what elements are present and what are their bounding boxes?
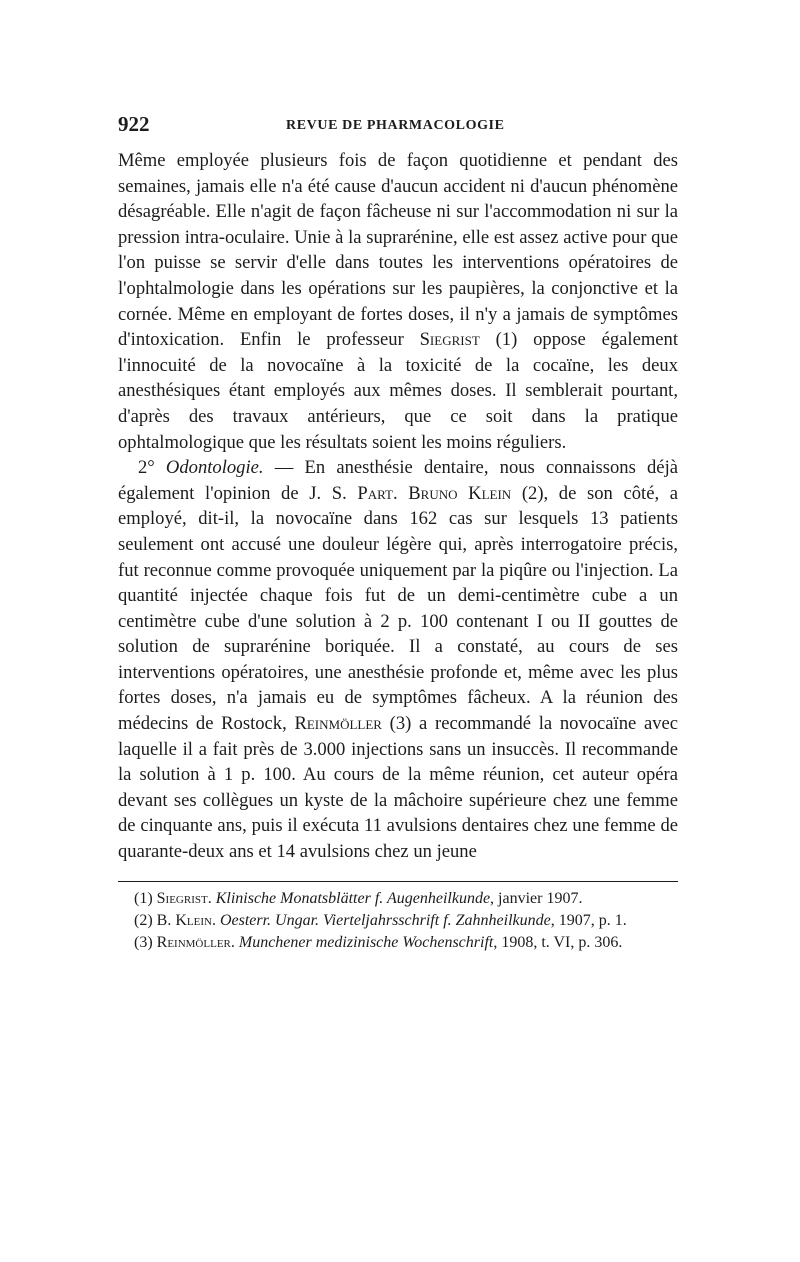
section-number: 2° <box>138 457 166 479</box>
paragraph-ophthalmology <box>118 148 678 455</box>
footnote-2-number: (2) B. <box>134 911 176 929</box>
footnote-divider <box>118 881 678 882</box>
footnote-1-title: Klinische Monatsblätter f. Augenheilkunde <box>215 889 491 907</box>
footnote-1-rest: , janvier 1907. <box>490 889 583 907</box>
footnote-1-sep: . <box>207 889 216 907</box>
author-name-siegrist: Siegrist <box>419 329 480 351</box>
footnote-1-number: (1) <box>134 889 157 907</box>
footnote-2-title: Oesterr. Ungar. Vierteljahrsschrift f. Zahnheilkunde <box>219 911 551 929</box>
paragraph-1-text: Même employée plusieurs fois de façon quotidienne et pendant des semaines, jamais elle n'a été cause d'aucun accident ni d'aucun phénomène désagréable. Elle n'agit de façon fâcheuse ni sur l'accommodation ni sur la pression intra-oculaire. Unie à la suprarénine, elle est assez active pour que l'on puisse se servir d'elle dans toutes les interventions opératoires de l'ophtalmologie dans les opérations sur les paupières, la conjonctive et la cornée. Même en employant de fortes doses, il n'y a jamais de symptômes d'intoxication. Enfin le professeur <box>118 150 678 351</box>
footnote-3-number: (3) <box>134 933 157 951</box>
paragraph-2-text-a: — En anesthésie dentaire, nous connaissons déjà également l'opinion de J. S. <box>118 457 678 504</box>
footnote-3 <box>118 932 678 954</box>
author-name-klein: Bruno Klein <box>408 482 512 504</box>
paragraph-2-text-d: (3) a recommandé la novocaïne avec laquelle il a fait près de 3.000 injections sans un insuccès. Il recommande la solution à 1 p. 100. Au cours de la même réunion, cet auteur opéra devant ses collègues un kyste de la mâchoire supérieure chez une femme de cinquante ans, puis il exécuta 11 avulsions dentaires chez une femme de quarante-deux ans et 14 avulsions chez un jeune <box>118 713 679 863</box>
footnote-3-rest: , 1908, t. VI, p. 306. <box>493 933 623 951</box>
author-name-part: Part <box>357 482 393 504</box>
document-page <box>118 112 678 954</box>
paragraph-odontology <box>118 455 678 865</box>
footnote-2-sep: . <box>211 911 220 929</box>
body-text <box>118 148 678 865</box>
footnote-3-sep: . <box>230 933 239 951</box>
footnote-2-rest: , 1907, p. 1. <box>550 911 627 929</box>
paragraph-2-text-c: (2), de son côté, a employé, dit-il, la novocaïne dans 162 cas sur lesquels 13 patients seulement ont accusé une douleur légère qui, après interrogatoire précis, fut reconnue comme provoquée uniquement par la piqûre ou l'injection. La quantité injectée chaque fois fut de un demi-centimètre cube a un centimètre cube d'une solution à 2 p. 100 contenant I ou II gouttes de solution de suprarénine boriquée. Il a constaté, au cours de ses interventions opératoires, une anesthésie profonde et, même avec les plus fortes doses, n'a jamais eu de symptômes fâcheux. A la réunion des médecins de Rostock, <box>118 482 679 735</box>
paragraph-1-continuation: (1) oppose également l'innocuité de la novocaïne à la toxicité de la cocaïne, les deux anesthésiques étant employés aux mêmes doses. Il semblerait pourtant, d'après des travaux antérieurs, que ce soit dans la pratique ophtalmologique que les résultats soient les moins réguliers. <box>118 329 678 453</box>
footnotes <box>118 888 678 954</box>
paragraph-2-text-b: . <box>392 482 409 504</box>
footnote-2-author: Klein <box>175 911 212 929</box>
page-number: 922 <box>118 112 150 136</box>
footnote-3-title: Munchener medizinische Wochenschrift <box>238 933 494 951</box>
footnote-1-author: Siegrist <box>156 889 208 907</box>
author-name-reinmoller: Reinmöller <box>294 713 382 735</box>
page-header <box>118 112 678 142</box>
footnote-1 <box>118 888 678 910</box>
footnote-3-author: Reinmöller <box>156 933 231 951</box>
section-title-odontologie: Odontologie. <box>165 457 264 479</box>
footnote-2 <box>118 910 678 932</box>
running-title: REVUE DE PHARMACOLOGIE <box>286 118 505 133</box>
